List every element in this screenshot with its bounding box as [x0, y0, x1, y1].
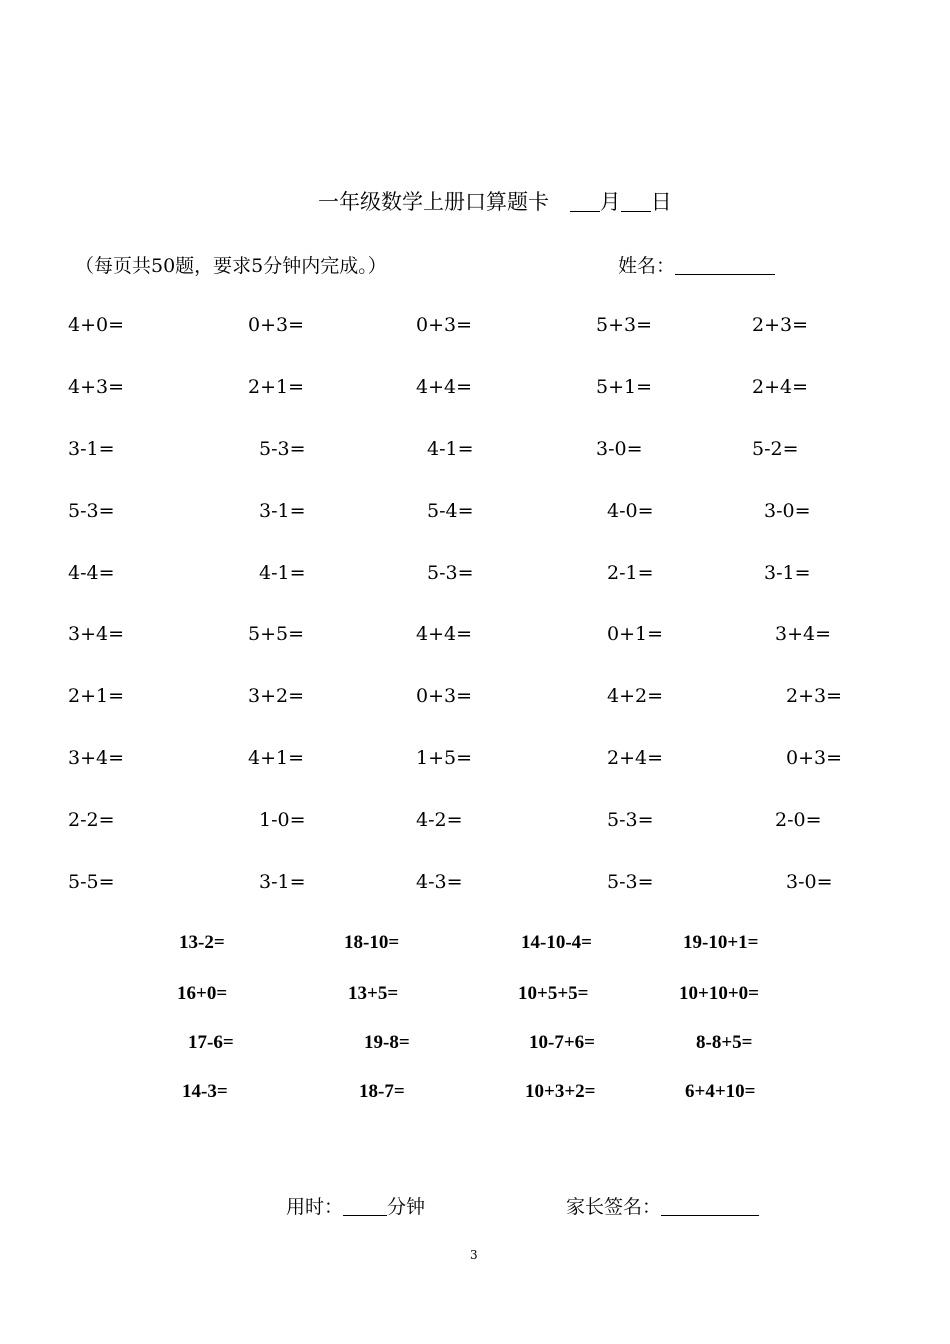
problem: 5+5= — [248, 623, 305, 645]
problem: 5+3= — [596, 314, 653, 336]
problem: 3+4= — [68, 623, 125, 645]
bold-problem: 10+10+0= — [679, 983, 759, 1004]
bold-problem: 13-2= — [179, 932, 225, 953]
bold-problem: 10+3+2= — [525, 1081, 596, 1102]
bold-problem: 19-10+1= — [683, 932, 759, 953]
problem: 4-1= — [427, 438, 474, 460]
problem: 2+3= — [786, 685, 843, 707]
problem: 2+4= — [752, 376, 809, 398]
instructions: （每页共50题，要求5分钟内完成。） — [75, 255, 387, 277]
bold-problem: 16+0= — [177, 983, 228, 1004]
problem: 0+3= — [416, 685, 473, 707]
problem: 3-0= — [764, 500, 811, 522]
problem: 3-1= — [764, 562, 811, 584]
problem: 2-0= — [775, 809, 822, 831]
problem: 4+3= — [68, 376, 125, 398]
problem: 5-3= — [607, 871, 654, 893]
problem: 3-0= — [596, 438, 643, 460]
problem: 3+2= — [248, 685, 305, 707]
problem: 4-3= — [416, 871, 463, 893]
problem: 5-4= — [427, 500, 474, 522]
name-blank[interactable] — [675, 256, 775, 275]
time-blank[interactable] — [343, 1197, 387, 1216]
bold-problem: 14-3= — [182, 1081, 228, 1102]
problem: 3-1= — [259, 871, 306, 893]
page-number: 3 — [470, 1248, 478, 1262]
problem: 4+2= — [607, 685, 664, 707]
time-field — [286, 1192, 425, 1219]
month-label: 月 — [599, 190, 621, 214]
problem: 5+1= — [596, 376, 653, 398]
problem: 1+5= — [416, 747, 473, 769]
problem: 2+1= — [248, 376, 305, 398]
parent-signature-blank[interactable] — [661, 1197, 759, 1216]
bold-problem: 8-8+5= — [696, 1032, 753, 1053]
day-blank[interactable] — [621, 193, 651, 212]
bold-problem: 13+5= — [348, 983, 399, 1004]
problem: 4-4= — [68, 562, 115, 584]
problem: 0+3= — [248, 314, 305, 336]
problem: 5-3= — [259, 438, 306, 460]
name-field — [618, 251, 775, 278]
bold-problem: 10-7+6= — [529, 1032, 595, 1053]
problem: 5-3= — [68, 500, 115, 522]
problem: 3+4= — [775, 623, 832, 645]
problem: 4-0= — [607, 500, 654, 522]
day-label: 日 — [650, 190, 672, 214]
problem: 5-3= — [427, 562, 474, 584]
bold-problem: 18-10= — [344, 932, 400, 953]
title-text: 一年级数学上册口算题卡 — [318, 190, 549, 214]
parent-signature-label: 家长签名： — [566, 1196, 662, 1218]
bold-problem: 18-7= — [359, 1081, 405, 1102]
page-title — [318, 186, 672, 216]
parent-signature-field — [566, 1192, 759, 1219]
bold-problem: 6+4+10= — [685, 1081, 756, 1102]
problem: 4+4= — [416, 376, 473, 398]
bold-problem: 17-6= — [188, 1032, 234, 1053]
problem: 5-2= — [752, 438, 799, 460]
bold-problem: 14-10-4= — [521, 932, 592, 953]
problem: 2+1= — [68, 685, 125, 707]
month-blank[interactable] — [570, 193, 600, 212]
problem: 5-3= — [607, 809, 654, 831]
problem: 4-1= — [259, 562, 306, 584]
problem: 2-2= — [68, 809, 115, 831]
problem: 1-0= — [259, 809, 306, 831]
problem: 4+4= — [416, 623, 473, 645]
bold-problem: 19-8= — [364, 1032, 410, 1053]
problem: 3-0= — [786, 871, 833, 893]
problem: 2+4= — [607, 747, 664, 769]
problem: 4-2= — [416, 809, 463, 831]
problem: 2-1= — [607, 562, 654, 584]
problem: 5-5= — [68, 871, 115, 893]
bold-problem: 10+5+5= — [518, 983, 589, 1004]
problem: 3+4= — [68, 747, 125, 769]
problem: 2+3= — [752, 314, 809, 336]
problem: 0+1= — [607, 623, 664, 645]
problem: 0+3= — [416, 314, 473, 336]
name-label: 姓名： — [618, 255, 676, 277]
problem: 4+0= — [68, 314, 125, 336]
time-unit: 分钟 — [387, 1196, 426, 1218]
problem: 3-1= — [259, 500, 306, 522]
problem: 0+3= — [786, 747, 843, 769]
time-label: 用时： — [286, 1196, 344, 1218]
problem: 4+1= — [248, 747, 305, 769]
problem: 3-1= — [68, 438, 115, 460]
